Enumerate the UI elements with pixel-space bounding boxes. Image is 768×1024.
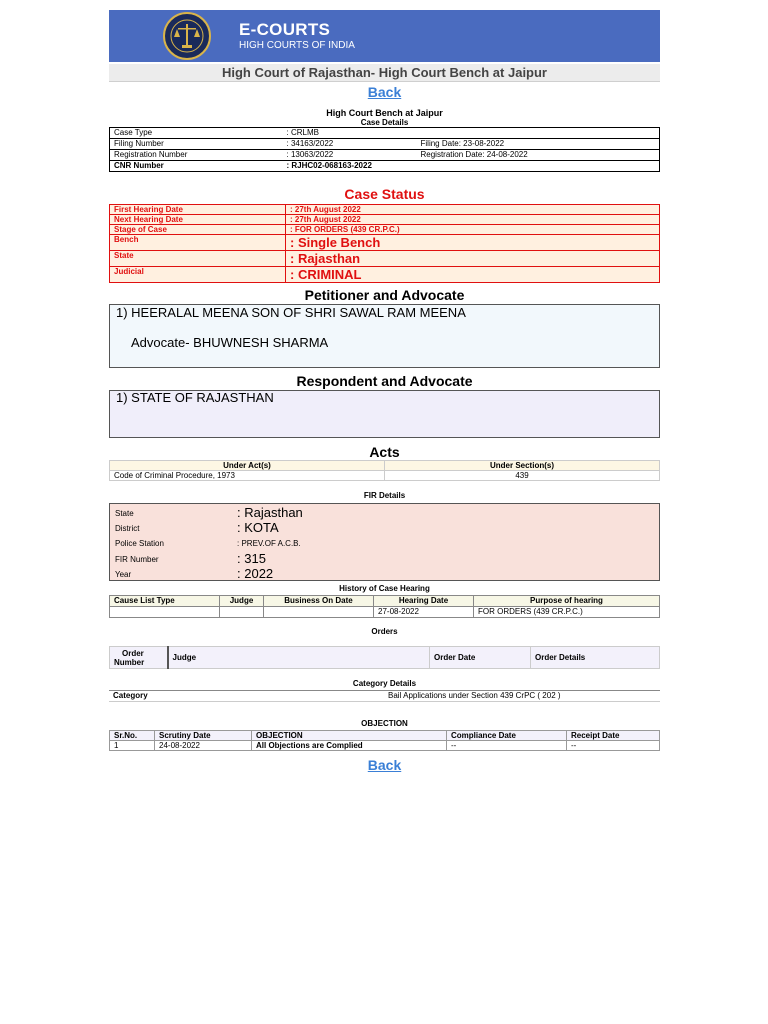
table-row: State : Rajasthan: [110, 251, 660, 267]
table-row: Case Type : CRLMB: [110, 128, 660, 139]
orders-table: [109, 646, 660, 669]
back-link-bottom[interactable]: Back: [367, 757, 402, 773]
category-table: [109, 690, 660, 702]
objection-title: OBJECTION: [361, 719, 408, 728]
table-row: CNR Number : RJHC02-068163-2022: [110, 161, 660, 172]
category-title: Category Details: [352, 679, 417, 688]
objection-table: [109, 730, 660, 751]
back-link-top[interactable]: Back: [367, 84, 402, 100]
fir-number-row: FIR Number : 315: [115, 551, 266, 566]
table-row: First Hearing Date : 27th August 2022: [110, 205, 660, 215]
orders-title: Orders: [371, 627, 398, 636]
ecourts-banner: [109, 10, 660, 62]
table-row: Judicial : CRIMINAL: [110, 267, 660, 283]
respondent-box: [109, 390, 660, 438]
table-row: Order Number Judge Order Date Order Details: [110, 647, 660, 669]
table-row: Filing Number : 34163/2022 Filing Date: 23-08-2022: [110, 139, 660, 150]
bench-title: High Court Bench at Jaipur: [326, 108, 443, 118]
case-details-title: Case Details: [360, 118, 409, 127]
table-row: Next Hearing Date : 27th August 2022: [110, 215, 660, 225]
table-row: Registration Number : 13063/2022 Registration Date: 24-08-2022: [110, 150, 660, 161]
table-row: Under Act(s) Under Section(s): [110, 461, 660, 471]
history-title: History of Case Hearing: [339, 584, 430, 593]
fir-year-row: Year : 2022: [115, 566, 274, 581]
case-status-table: [109, 204, 660, 283]
fir-title: FIR Details: [363, 491, 406, 500]
table-row: Cause List Type Judge Business On Date Hearing Date Purpose of hearing: [110, 596, 660, 607]
table-row: Bench : Single Bench: [110, 235, 660, 251]
page: [109, 10, 660, 773]
site-subtitle: HIGH COURTS OF INDIA: [239, 40, 355, 51]
acts-table: [109, 460, 660, 481]
petitioner-name: 1) HEERALAL MEENA SON OF SHRI SAWAL RAM MEENA: [116, 305, 466, 320]
site-title: E-COURTS: [239, 20, 331, 39]
petitioner-advocate: Advocate- BHUWNESH SHARMA: [131, 335, 329, 350]
table-row: Sr.No. Scrutiny Date OBJECTION Compliance Date Receipt Date: [110, 731, 660, 741]
court-emblem-icon: [157, 12, 218, 60]
table-row: Stage of Case : FOR ORDERS (439 CR.P.C.): [110, 225, 660, 235]
respondent-name: 1) STATE OF RAJASTHAN: [116, 390, 274, 405]
acts-title: Acts: [369, 444, 400, 460]
petitioner-title: Petitioner and Advocate: [304, 287, 465, 303]
history-table: [109, 595, 660, 618]
fir-district-row: District : KOTA: [115, 520, 279, 535]
fir-details-box: [109, 503, 660, 581]
fir-police-row: Police Station : PREV.OF A.C.B.: [115, 539, 301, 548]
table-row: 1 24-08-2022 All Objections are Complied -- --: [110, 741, 660, 751]
fir-state-row: State : Rajasthan: [115, 505, 303, 520]
case-details-table: [109, 127, 660, 172]
petitioner-box: [109, 304, 660, 368]
case-status-title: Case Status: [344, 186, 425, 202]
table-row: 27-08-2022 FOR ORDERS (439 CR.P.C.): [110, 607, 660, 618]
table-row: Code of Criminal Procedure, 1973 439: [110, 471, 660, 481]
court-name: High Court of Rajasthan- High Court Bench at Jaipur: [109, 64, 660, 82]
respondent-title: Respondent and Advocate: [296, 373, 473, 389]
table-row: Category Bail Applications under Section 439 CrPC ( 202 ): [109, 691, 660, 702]
